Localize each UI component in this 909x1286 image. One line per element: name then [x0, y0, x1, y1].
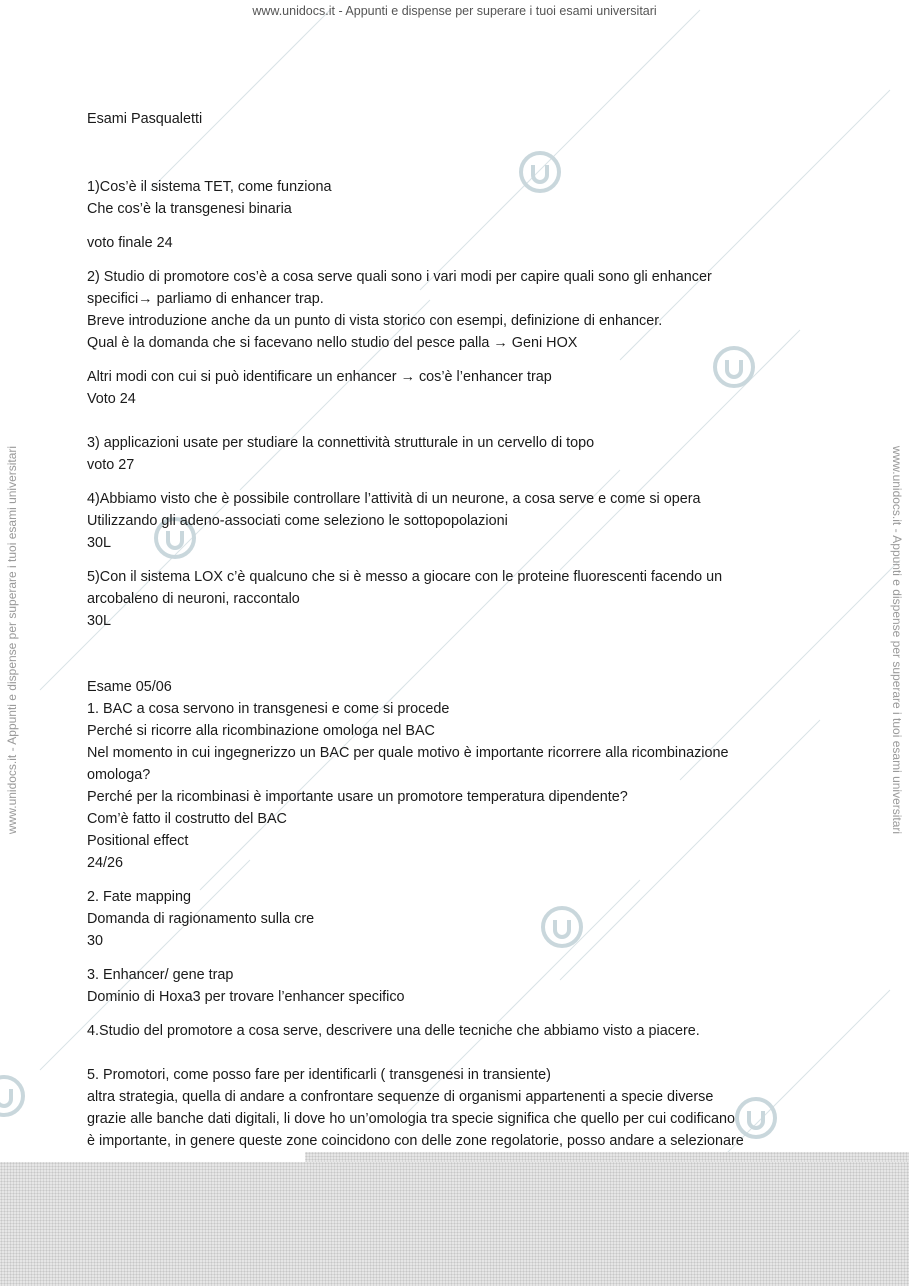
text-line: omologa? — [87, 767, 151, 783]
top-watermark-banner: www.unidocs.it - Appunti e dispense per superare i tuoi esami universitari — [252, 4, 657, 18]
text-line: 2. Fate mapping — [87, 889, 191, 905]
text-line: 5. Promotori, come posso fare per identificarli ( transgenesi in transiente) — [87, 1067, 551, 1083]
text-line: Qual è la domanda che si facevano nello studio del pesce palla → Geni HOX — [87, 335, 578, 351]
text-line: 1. BAC a cosa servono in transgenesi e come si procede — [87, 701, 450, 717]
text-line: Com’è fatto il costrutto del BAC — [87, 811, 287, 827]
text-line: 30L — [87, 613, 112, 629]
text-line: 3. Enhancer/ gene trap — [87, 967, 234, 983]
text-line: è importante, in genere queste zone coincidono con delle zone regolatorie, posso andare a selezionare — [87, 1133, 744, 1149]
text-line: 24/26 — [87, 855, 124, 871]
text-line: Nel momento in cui ingegnerizzo un BAC per quale motivo è importante ricorrere alla ricombinazione — [87, 745, 729, 761]
text-line: Dominio di Hoxa3 per trovare l’enhancer specifico — [87, 989, 405, 1005]
text-line: Voto 24 — [87, 391, 136, 407]
text-line: Perché per la ricombinasi è importante usare un promotore temperatura dipendente? — [87, 789, 628, 805]
text-line: Perché si ricorre alla ricombinazione omologa nel BAC — [87, 723, 435, 739]
text-line: 30 — [87, 933, 104, 949]
document-body — [87, 108, 827, 1152]
text-line: 30L — [87, 535, 112, 551]
text-line: altra strategia, quella di andare a confrontare sequenze di organismi appartenenti a specie diverse — [87, 1089, 714, 1105]
text-line: voto 27 — [87, 457, 135, 473]
text-line: 2) Studio di promotore cos’è a cosa serve quali sono i vari modi per capire quali sono gli enhancer — [87, 269, 712, 285]
text-line: Domanda di ragionamento sulla cre — [87, 911, 315, 927]
left-side-watermark: www.unidocs.it - Appunti e dispense per superare i tuoi esami universitari — [5, 445, 19, 835]
text-line: 1)Cos’è il sistema TET, come funziona — [87, 179, 332, 195]
text-line: Utilizzando gli adeno-associati come seleziono le sottopopolazioni — [87, 513, 508, 529]
text-line: Che cos’è la transgenesi binaria — [87, 201, 292, 217]
section-heading: Esame 05/06 — [87, 679, 172, 695]
text-line: 4)Abbiamo visto che è possibile controllare l’attività di un neurone, a cosa serve e come si opera — [87, 491, 701, 507]
text-line: voto finale 24 — [87, 235, 173, 251]
text-line: specifici→ parliamo di enhancer trap. — [87, 291, 324, 307]
text-line: arcobaleno di neuroni, raccontalo — [87, 591, 300, 607]
preview-cutoff-band — [0, 1162, 909, 1286]
text-line: 4.Studio del promotore a cosa serve, descrivere una delle tecniche che abbiamo visto a piacere. — [87, 1023, 700, 1039]
right-side-watermark: www.unidocs.it - Appunti e dispense per superare i tuoi esami universitari — [890, 445, 904, 835]
document-title: Esami Pasqualetti — [87, 111, 203, 127]
text-line: Breve introduzione anche da un punto di vista storico con esempi, definizione di enhancer. — [87, 313, 663, 329]
text-line: grazie alle banche dati digitali, li dove ho un’omologia tra specie significa che quello per cui codificano — [87, 1111, 735, 1127]
text-line: Positional effect — [87, 833, 189, 849]
text-line: 3) applicazioni usate per studiare la connettività strutturale in un cervello di topo — [87, 435, 595, 451]
text-line: Altri modi con cui si può identificare un enhancer → cos’è l’enhancer trap — [87, 369, 552, 385]
text-line: 5)Con il sistema LOX c’è qualcuno che si è messo a giocare con le proteine fluorescenti facendo un — [87, 569, 723, 585]
